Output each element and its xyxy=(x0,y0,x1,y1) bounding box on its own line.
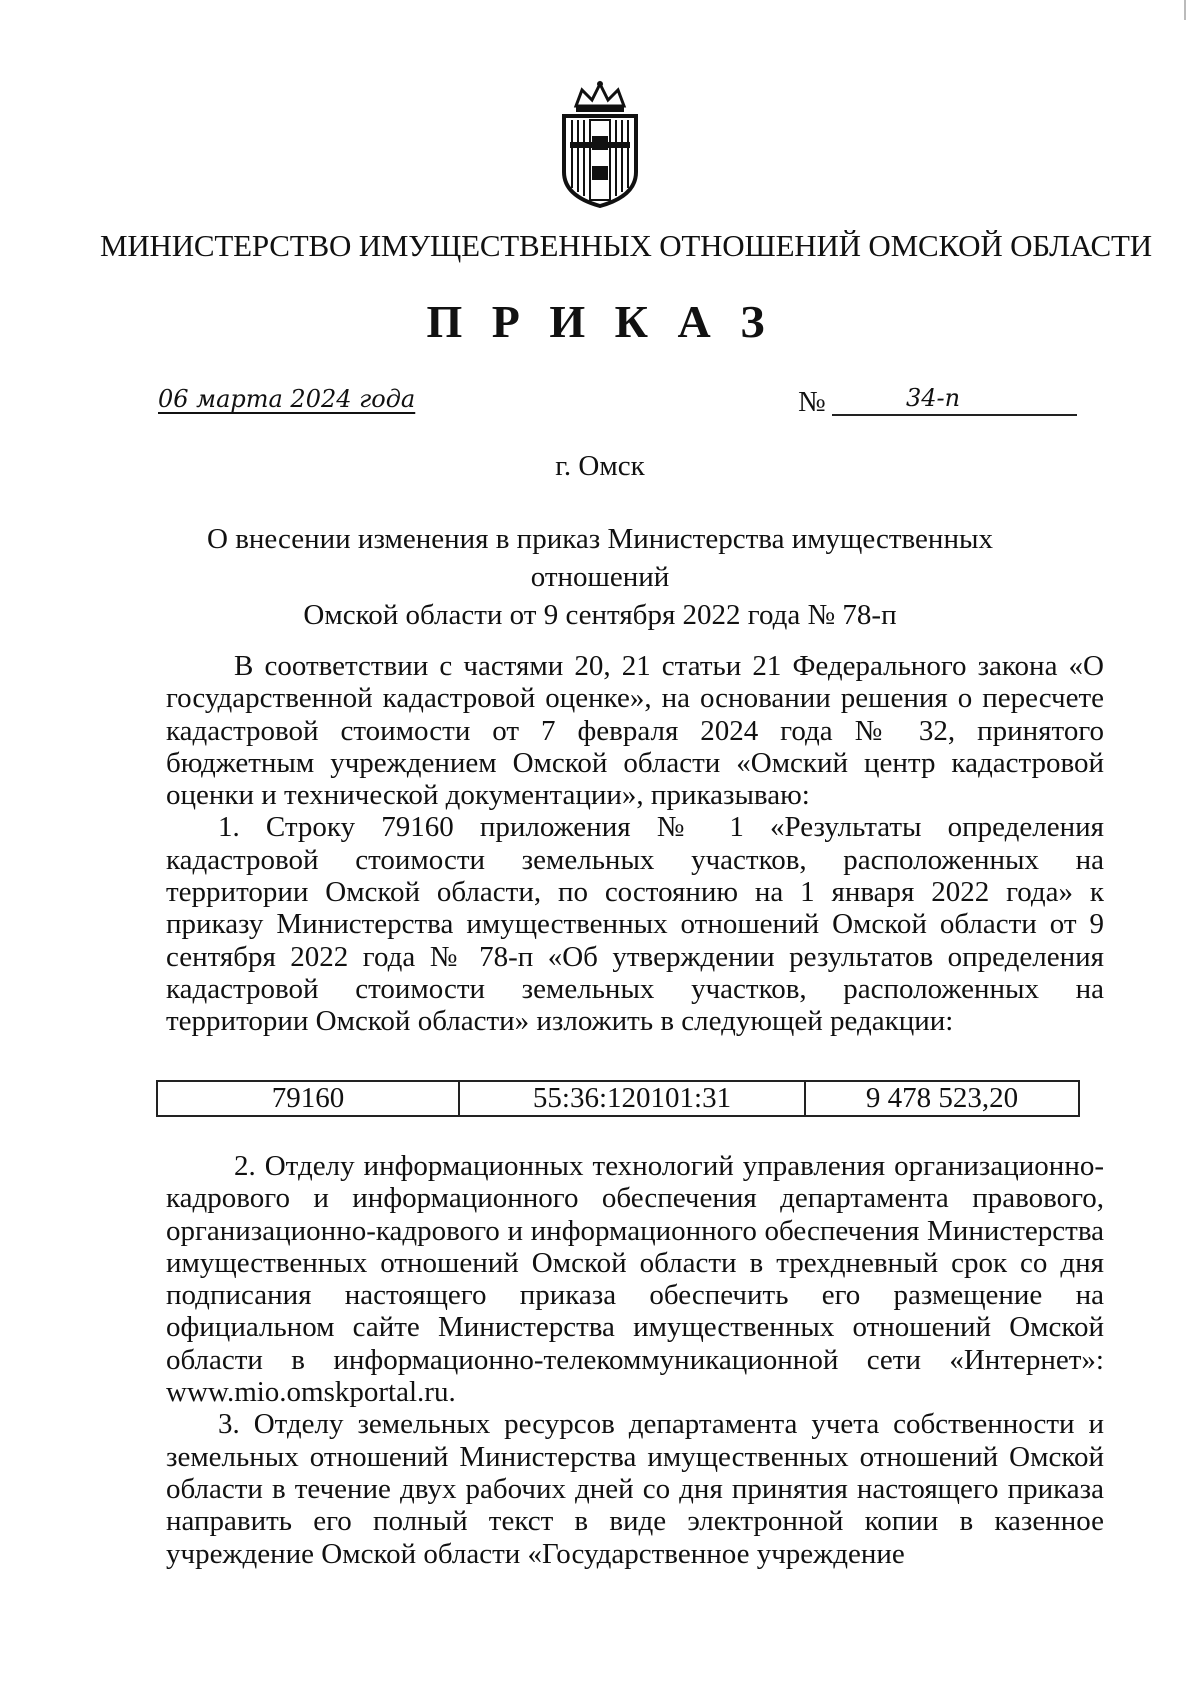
item-1-paragraph: 1. Строку 79160 приложения № 1 «Результаты определения кадастровой стоимости земельных участков, расположенных на территории Омской области, по состоянию на 1 января 2022 года» к приказу Министерства имущественных отношений Омской области от 9 сентября 2022 года № 78-п «Об утверждении результатов определения кадастровой стоимости земельных участков, расположенных на территории Омской области» изложить в следующей редакции: xyxy=(166,811,1104,1038)
scan-edge-mark xyxy=(1184,0,1186,20)
preamble-paragraph: В соответствии с частями 20, 21 статьи 21 Федерального закона «О государственной кадастровой оценке», на основании решения о пересчете кадастровой стоимости от 7 февраля 2024 года № 32, принятого бюджетным учреждением Омской области «Омский центр кадастровой оценки и технической документации», приказываю: xyxy=(166,650,1104,812)
order-subject xyxy=(150,520,1050,634)
order-body-part-1 xyxy=(166,650,1104,1038)
ministry-name: МИНИСТЕРСТВО ИМУЩЕСТВЕННЫХ ОТНОШЕНИЙ ОМСКОЙ ОБЛАСТИ xyxy=(100,228,1152,263)
order-date: 06 марта 2024 года xyxy=(158,385,416,413)
coat-of-arms-icon xyxy=(546,80,654,208)
row-number-cell: 79160 xyxy=(157,1081,459,1116)
subject-line-1: О внесении изменения в приказ Министерства имущественных отношений xyxy=(207,523,993,593)
cadastral-number-cell: 55:36:120101:31 xyxy=(459,1081,805,1116)
order-number-underline xyxy=(832,414,1077,416)
document-type-title: П Р И К А З xyxy=(426,296,774,347)
subject-line-2: Омской области от 9 сентября 2022 года № 78-п xyxy=(303,599,897,631)
cadastral-value-table xyxy=(156,1080,1080,1117)
order-number-label: № xyxy=(798,386,826,418)
table-row xyxy=(157,1081,1079,1116)
order-number: 34-п xyxy=(906,384,961,412)
item-3-paragraph: 3. Отделу земельных ресурсов департамента учета собственности и земельных отношений Министерства имущественных отношений Омской области в течение двух рабочих дней со дня принятия настоящего приказа направить его полный текст в виде электронной копии в казенное учреждение Омской области «Государственное учреждение xyxy=(166,1408,1104,1570)
order-body-part-2 xyxy=(166,1150,1104,1570)
cadastral-value-cell: 9 478 523,20 xyxy=(805,1081,1079,1116)
city: г. Омск xyxy=(555,450,645,482)
item-2-paragraph: 2. Отделу информационных технологий управления организационно-кадрового и информационного обеспечения департамента правового, организационно-кадрового и информационного обеспечения Министерства имущественных отношений Омской области в трехдневный срок со дня подписания настоящего приказа обеспечить его размещение на официальном сайте Министерства имущественных отношений Омской области в информационно-телекоммуникационной сети «Интернет»: www.mio.omskportal.ru. xyxy=(166,1150,1104,1409)
